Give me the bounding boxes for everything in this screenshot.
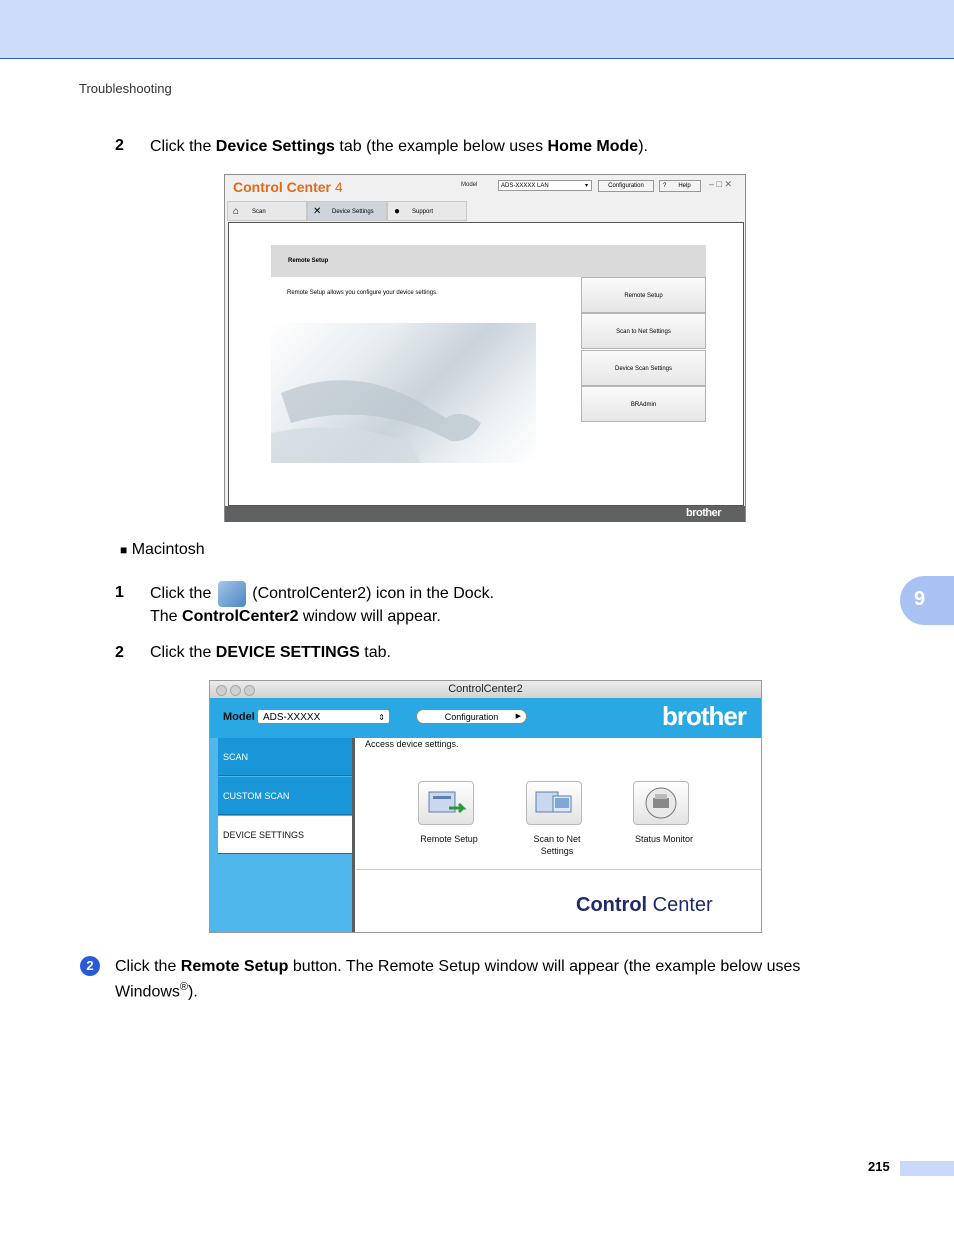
scan-to-net-settings-icon[interactable] [526,781,582,825]
window-title: ControlCenter2 [210,681,761,698]
controlcenter2-dock-icon [218,581,246,607]
wrench-illustration [271,323,536,463]
window-controls[interactable]: – □ ✕ [709,179,732,189]
cc4-footer [225,506,745,522]
step-instruction-line2 [150,605,441,629]
remote-setup-label: Remote Setup [420,834,478,844]
close-icon[interactable] [216,685,227,696]
emphasis: Remote Setup [180,958,289,975]
panel-title: Remote Setup [271,245,706,277]
divider [352,738,355,932]
divider [356,869,761,870]
step-instruction [115,955,800,979]
device-scan-settings-button[interactable]: Device Scan Settings [581,350,706,386]
sidebar-item-device-settings[interactable]: DEVICE SETTINGS [218,816,352,854]
bullet-icon: ■ [120,543,128,557]
sidebar-item-scan[interactable]: SCAN [218,738,352,776]
cc2-sidebar [210,738,352,932]
status-monitor-label: Status Monitor [634,834,694,844]
model-label: Model [223,711,255,723]
access-text: Access device settings. [365,739,459,749]
emphasis: Home Mode [547,138,639,155]
brother-logo: brother [686,507,721,519]
panel-description: Remote Setup allows you configure your device settings. [287,290,438,296]
scanner-icon: ⌂ [233,206,240,217]
registered-mark: ® [179,981,189,993]
text: tab. [359,644,391,661]
text: Windows [115,983,180,1001]
text: tab (the example below uses [334,138,548,155]
text: window will appear. [298,608,441,625]
brother-logo: brother [662,701,746,731]
tab-support[interactable]: ● Support [387,201,467,221]
model-select[interactable]: ADS-XXXXX LAN ▾ [498,180,592,191]
scan-to-net-settings-label: Scan to Net Settings [533,834,581,856]
help-button[interactable]: ? Help [659,180,701,192]
text: Click the [115,958,181,975]
scan-to-net-settings-button[interactable]: Scan to Net Settings [581,313,706,349]
chapter-number: 9 [914,588,926,610]
emphasis: Device Settings [215,138,335,155]
text: Click the [150,644,216,661]
chevron-updown-icon: ⇕ [378,713,385,722]
chevron-down-icon: ▾ [584,183,588,189]
configuration-button[interactable]: Configuration ▶ [416,709,527,724]
controlcenter-logo: Control Center [576,894,713,916]
tools-icon: ✕ [313,206,322,217]
platform-heading [120,538,205,562]
model-label: Model [461,182,478,188]
minimize-icon[interactable] [230,685,241,696]
wrench-icon [271,323,536,463]
support-icon: ● [394,206,401,217]
play-icon: ▶ [515,713,521,720]
text: ). [188,983,198,1001]
step-number: 1 [115,584,124,601]
step-number-circle: 2 [80,956,100,976]
controlcenter4-window [224,174,746,522]
text: (ControlCenter2) icon in the Dock. [247,585,495,603]
cc4-logo: Control Center 4 [233,179,343,195]
page-header-band [0,0,954,59]
controlcenter2-window [209,680,762,933]
sidebar-item-custom-scan[interactable]: CUSTOM SCAN [218,777,352,815]
tab-scan[interactable]: ⌂ Scan [227,201,307,221]
step-instruction [150,135,648,159]
text: ). [638,138,648,155]
zoom-icon[interactable] [244,685,255,696]
status-monitor-icon[interactable] [633,781,689,825]
cc2-toolbar [210,698,761,738]
step-number: 2 [115,137,124,154]
step-instruction [150,641,391,665]
text: button. The Remote Setup window will appear (the example below uses [288,958,801,975]
step-instruction-line2 [115,975,198,1004]
page-number-bar [900,1161,954,1176]
bradmin-button[interactable]: BRAdmin [581,386,706,422]
page-number: 215 [868,1159,890,1174]
section-label: Troubleshooting [79,81,172,96]
chapter-tab [900,576,954,625]
emphasis: DEVICE SETTINGS [215,644,360,661]
step-instruction [150,581,494,607]
text: Click the [150,585,216,603]
emphasis: ControlCenter2 [182,608,299,625]
text: Macintosh [131,541,205,558]
step-number: 2 [115,644,124,661]
text: Click the [150,138,216,155]
remote-setup-button[interactable]: Remote Setup [581,277,706,313]
text: The [150,608,183,625]
configuration-button[interactable]: Configuration [598,180,654,192]
model-select[interactable]: ADS-XXXXX ⇕ [257,709,390,724]
tab-device-settings[interactable]: ✕ Device Settings [307,201,387,221]
remote-setup-icon[interactable] [418,781,474,825]
cc4-main-panel [228,222,744,506]
help-icon: ? [663,183,667,189]
